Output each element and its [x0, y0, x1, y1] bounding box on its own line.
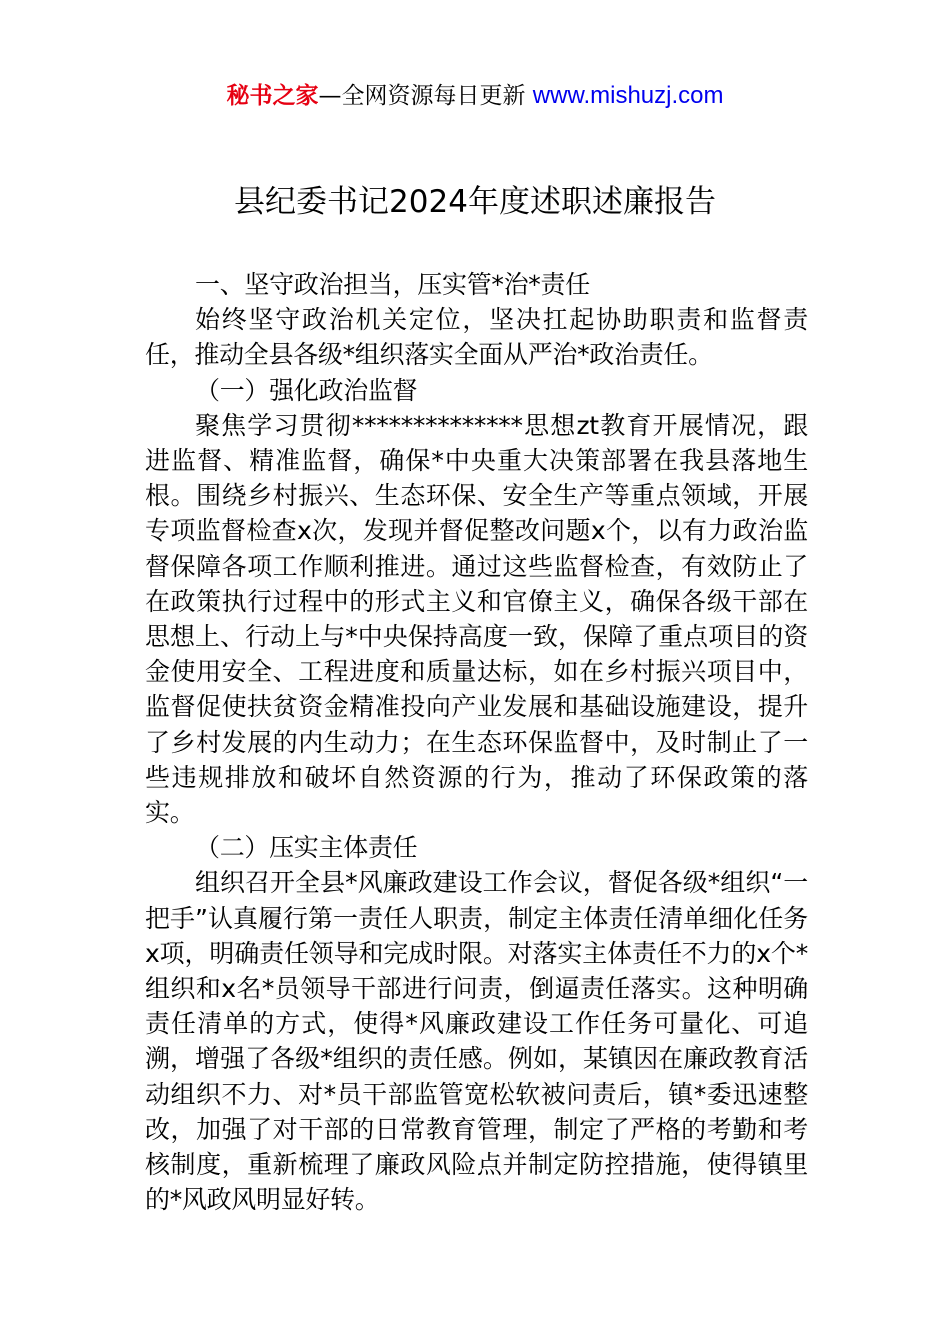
- header-tagline: —全网资源每日更新: [318, 83, 533, 109]
- subsection-heading: （一）强化政治监督: [195, 375, 418, 405]
- document-body: [145, 267, 808, 1217]
- body-paragraph: 始终坚守政治机关定位，坚决扛起协助职责和监督责任，推动全县各级*组织落实全面从严治*政治责任。: [145, 305, 808, 370]
- body-paragraph: 聚焦学习贯彻**************思想zt教育开展情况，跟进监督、精准监督，确保*中央重大决策部署在我县落地生根。围绕乡村振兴、生态环保、安全生产等重点领域，开展专项监督检查x次，发现并督促整改问题x个，以有力政治监督保障各项工作顺利推进。通过这些监督检查，有效防止了在政策执行过程中的形式主义和官僚主义，确保各级干部在思想上、行动上与*中央保持高度一致，保障了重点项目的资金使用安全、工程进度和质量达标，如在乡村振兴项目中，监督促使扶贫资金精准投向产业发展和基础设施建设，提升了乡村发展的内生动力；在生态环保监督中，及时制止了一些违规排放和破坏自然资源的行为，推动了环保政策的落实。: [145, 410, 808, 828]
- brand-name: 秘书之家: [226, 83, 319, 109]
- body-paragraph: 组织召开全县*风廉政建设工作会议，督促各级*组织“一把手”认真履行第一责任人职责，制定主体责任清单细化任务x项，明确责任领导和完成时限。对落实主体责任不力的x个*组织和x名*员领导干部进行问责，倒逼责任落实。这种明确责任清单的方式，使得*风廉政建设工作任务可量化、可追溯，增强了各级*组织的责任感。例如，某镇因在廉政教育活动组织不力、对*员干部监管宽松软被问责后，镇*委迅速整改，加强了对干部的日常教育管理，制定了严格的考勤和考核制度，重新梳理了廉政风险点并制定防控措施，使得镇里的*风政风明显好转。: [145, 868, 808, 1215]
- section-heading: 一、坚守政治担当，压实管*治*责任: [195, 270, 590, 299]
- site-url[interactable]: www.mishuzj.com: [532, 82, 724, 109]
- subsection-heading: （二）压实主体责任: [195, 833, 418, 863]
- document-title: 县纪委书记2024年度述职述廉报告: [234, 184, 716, 220]
- site-header: [0, 80, 950, 112]
